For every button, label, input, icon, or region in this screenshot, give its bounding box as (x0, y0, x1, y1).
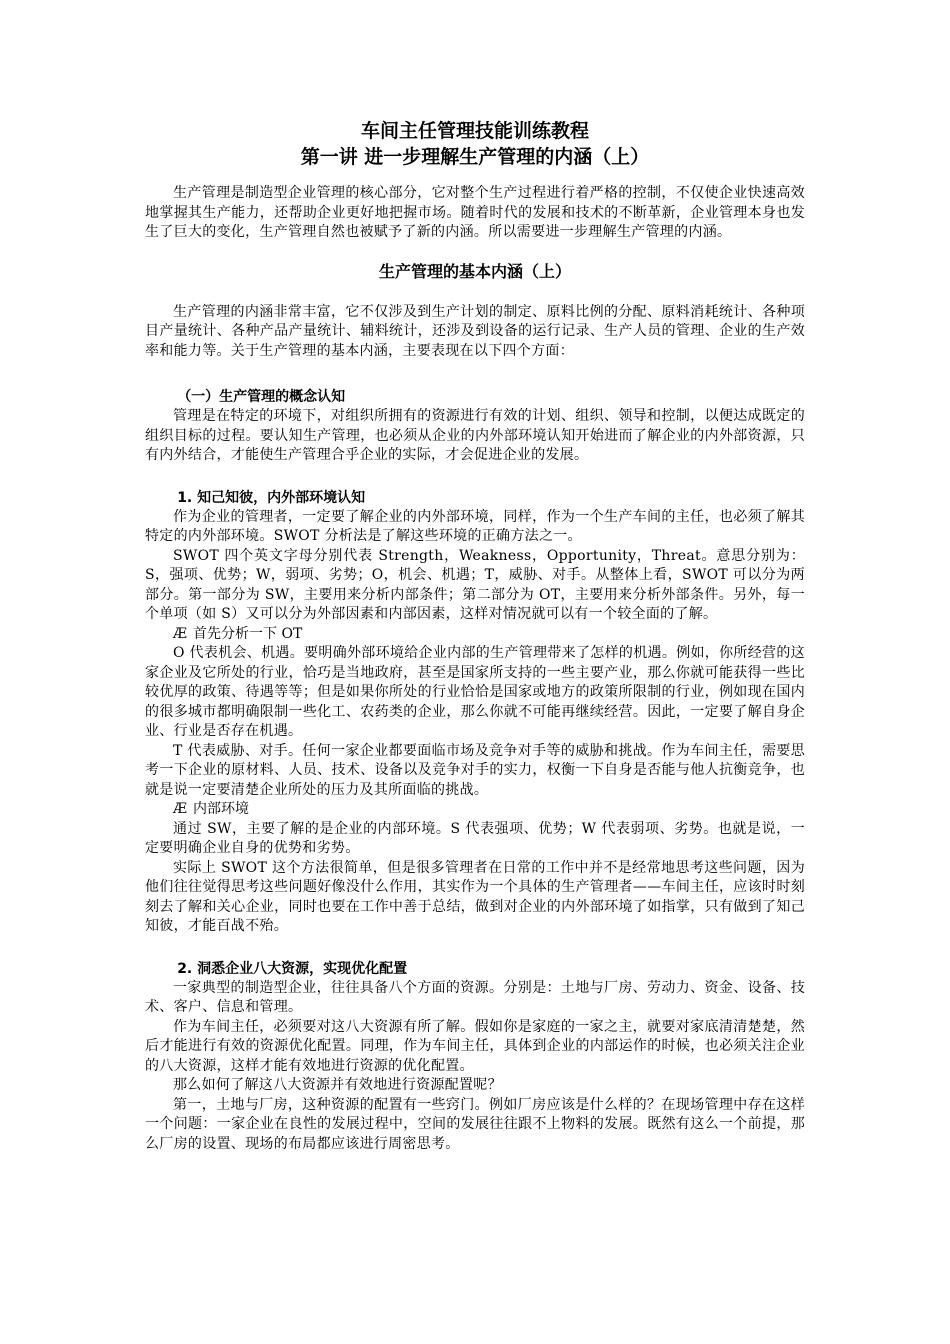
sub1-paragraph-3: O 代表机会、机遇。要明确外部环境给企业内部的生产管理带来了怎样的机遇。例如，你所经营的这家企业及它所处的行业，恰巧是当地政府，甚至是国家所支持的一些主要产业，那么你就可能获得一些比较优厚的政策、待遇等等；但是如果你所处的行业恰恰是国家或地方的政策所限制的行业，例如现在国内的很多城市都明确限制一些化工、农药类的企业，那么你就不可能再继续经营。因此，一定要了解自身企业、行业是否存在机遇。 (145, 645, 805, 739)
sub2-paragraph-3: 那么如何了解这八大资源并有效地进行资源配置呢？ (173, 1077, 502, 1093)
part1-paragraph: 管理是在特定的环境下，对组织所拥有的资源进行有效的计划、组织、领导和控制，以便达成既定的组织目标的过程。要认知生产管理，也必须从企业的内外部环境认知开始进而了解企业的内外部资源，只有内外结合，才能使生产管理合乎企业的实际，才会促进企业的发展。 (145, 408, 805, 463)
sub1-paragraph-6: 实际上 SWOT 这个方法很简单，但是很多管理者在日常的工作中并不是经常地思考这些问题，因为他们往往觉得思考这些问题好像没什么作用，其实作为一个具体的生产管理者——车间主任，应该时时刻刻去了解和关心企业，同时也要在工作中善于总结，做到对企业的内外部环境了如指掌，只有做到了知己知彼，才能百战不殆。 (145, 859, 805, 934)
part1-heading: （一）生产管理的概念认知 (177, 389, 346, 405)
bullet-internal-text: 内部环境 (193, 801, 250, 817)
sub2-paragraph-4: 第一，土地与厂房，这种资源的配置有一些窍门。例如厂房应该是什么样的？在现场管理中存在这样一个问题：一家企业在良性的发展过程中，空间的发展往往跟不上物料的发展。既然有这么一个前提，那么厂房的设置、现场的布局都应该进行周密思考。 (145, 1096, 805, 1152)
bullet-internal (145, 800, 805, 820)
bullet-ot-text: 首先分析一下 OT (193, 625, 303, 642)
section-title: 生产管理的基本内涵（上） (378, 261, 571, 281)
sub2-paragraph-2: 作为车间主任，必须要对这八大资源有所了解。假如你是家庭的一家之主，就要对家底清清楚楚，然后才能进行有效的资源优化配置。同理，作为车间主任，具体到企业的内部运作的时候，也必须关注企业的八大资源，这样才能有效地进行资源的优化配置。 (145, 1018, 805, 1074)
sub1-paragraph-2: SWOT 四个英文字母分别代表 Strength，Weakness，Opportunity，Threat。意思分别为：S，强项、优势；W，弱项、劣势；O，机会、机遇；T，威胁、对手。从整体上看，SWOT 可以分为两部分。第一部分为 SW，主要用来分析内部条件；第二部分为 OT，主要用来分析外部条件。另外，每一个单项（如 S）又可以分为外部因素和内部因素，这样对情况就可以有一个较全面的了解。 (145, 547, 805, 622)
bullet-mark: Æ (173, 625, 188, 642)
document-title: 车间主任管理技能训练教程 (360, 120, 589, 142)
sub2-heading: 2. 洞悉企业八大资源，实现优化配置 (177, 960, 408, 977)
bullet-mark: Æ (173, 801, 188, 817)
sub1-paragraph-4: T 代表威胁、对手。任何一家企业都要面临市场及竞争对手等的威胁和挑战。作为车间主任，需要思考一下企业的原材料、人员、技术、设备以及竞争对手的实力，权衡一下自身是否能与他人抗衡竞争，也就是说一定要清楚企业所处的压力及其所面临的挑战。 (145, 742, 805, 798)
document-body (145, 118, 805, 1154)
sub2-paragraph-1: 一家典型的制造型企业，往往具备八个方面的资源。分别是：土地与厂房、劳动力、资金、设备、技术、客户、信息和管理。 (145, 979, 805, 1015)
sub1-paragraph-5: 通过 SW，主要了解的是企业的内部环境。S 代表强项、优势；W 代表弱项、劣势。也就是说，一定要明确企业自身的优势和劣势。 (145, 820, 805, 856)
lecture-title: 第一讲 进一步理解生产管理的内涵（上） (300, 146, 650, 168)
sub1-heading: 1. 知己知彼，内外部环境认知 (177, 489, 366, 506)
intro-paragraph: 生产管理是制造型企业管理的核心部分，它对整个生产过程进行着严格的控制，不仅使企业快速高效地掌握其生产能力，还帮助企业更好地把握市场。随着时代的发展和技术的不断革新，企业管理本身也发生了巨大的变化，生产管理自然也被赋予了新的内涵。所以需要进一步理解生产管理的内涵。 (145, 185, 805, 240)
section-intro-paragraph: 生产管理的内涵非常丰富，它不仅涉及到生产计划的制定、原料比例的分配、原料消耗统计、各种项目产量统计、各种产品产量统计、辅料统计，还涉及到设备的运行记录、生产人员的管理、企业的生产效率和能力等。关于生产管理的基本内涵，主要表现在以下四个方面： (145, 303, 805, 359)
bullet-ot (145, 625, 805, 645)
sub1-paragraph-1: 作为企业的管理者，一定要了解企业的内外部环境，同样，作为一个生产车间的主任，也必须了解其特定的内外部环境。SWOT 分析法是了解这些环境的正确方法之一。 (145, 508, 805, 544)
